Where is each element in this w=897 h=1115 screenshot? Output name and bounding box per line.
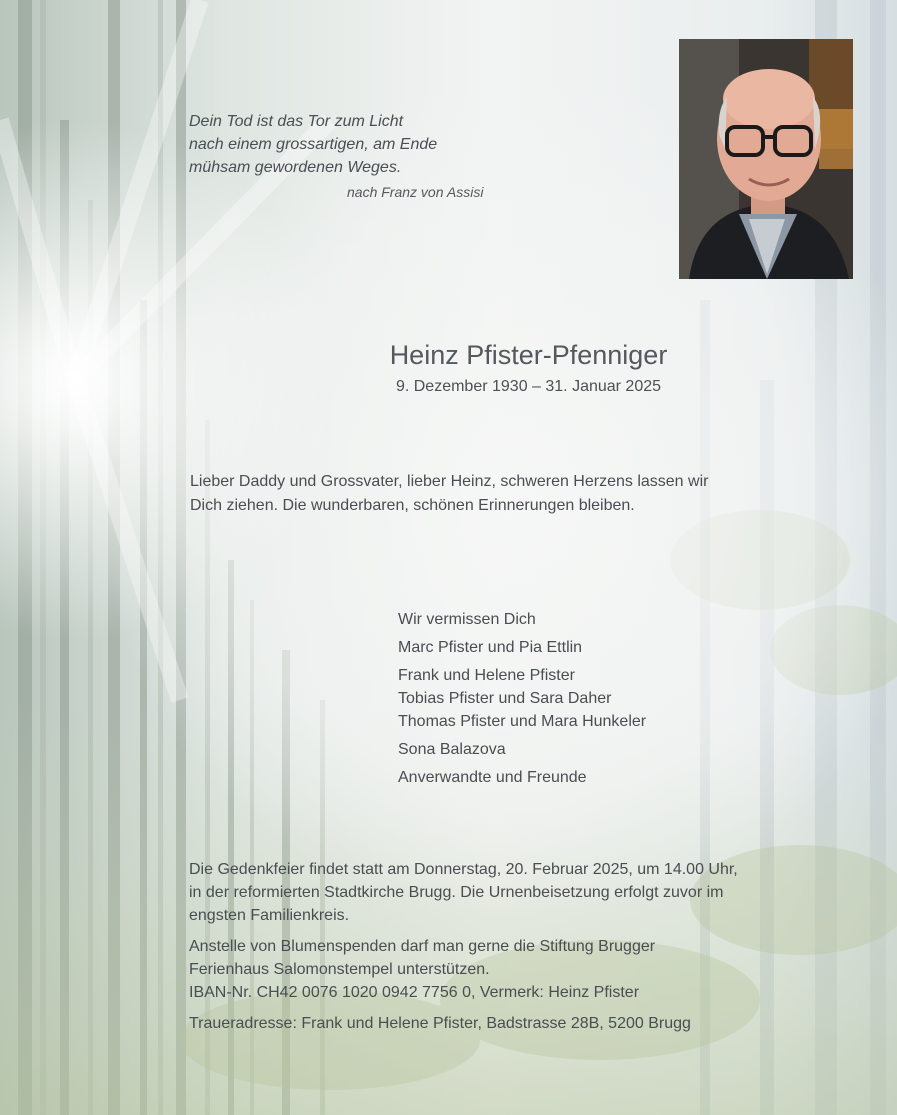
ceremony-info bbox=[189, 858, 879, 1035]
farewell-message bbox=[190, 470, 850, 518]
family-member: Sona Balazova bbox=[398, 741, 506, 758]
ceremony-line: Die Gedenkfeier findet statt am Donnerstag, 20. Februar 2025, um 14.00 Uhr, bbox=[189, 861, 738, 878]
donation-line: Ferienhaus Salomonstempel unterstützen. bbox=[189, 961, 490, 978]
quote-author: nach Franz von Assisi bbox=[347, 184, 484, 200]
message-line: Dich ziehen. Die wunderbaren, schönen Erinnerungen bleiben. bbox=[190, 497, 635, 514]
life-dates: 9. Dezember 1930 – 31. Januar 2025 bbox=[395, 378, 662, 395]
quote-line: nach einem grossartigen, am Ende bbox=[189, 136, 438, 153]
quote bbox=[189, 110, 437, 179]
ceremony-line: in der reformierten Stadtkirche Brugg. Die Urnenbeisetzung erfolgt zuvor im bbox=[189, 884, 724, 901]
family-member: Marc Pfister und Pia Ettlin bbox=[398, 639, 583, 656]
mourning-address: Traueradresse: Frank und Helene Pfister, Badstrasse 28B, 5200 Brugg bbox=[189, 1015, 691, 1032]
donation-line: IBAN-Nr. CH42 0076 1020 0942 7756 0, Vermerk: Heinz Pfister bbox=[189, 984, 640, 1001]
deceased-name: Heinz Pfister-Pfenniger bbox=[389, 340, 668, 370]
quote-line: mühsam gewordenen Weges. bbox=[189, 159, 402, 176]
family-member: Frank und Helene Pfister bbox=[398, 667, 575, 684]
quote-line: Dein Tod ist das Tor zum Licht bbox=[189, 113, 404, 130]
donation-line: Anstelle von Blumenspenden darf man gerne die Stiftung Brugger bbox=[189, 938, 656, 955]
family-member: Tobias Pfister und Sara Daher bbox=[398, 690, 612, 707]
family-list bbox=[398, 608, 646, 790]
family-member: Anverwandte und Freunde bbox=[398, 769, 587, 786]
ceremony-line: engsten Familienkreis. bbox=[189, 907, 350, 924]
family-intro: Wir vermissen Dich bbox=[398, 611, 536, 628]
family-member: Thomas Pfister und Mara Hunkeler bbox=[398, 713, 647, 730]
portrait-photo bbox=[679, 39, 853, 279]
message-line: Lieber Daddy und Grossvater, lieber Heinz, schweren Herzens lassen wir bbox=[190, 473, 709, 490]
